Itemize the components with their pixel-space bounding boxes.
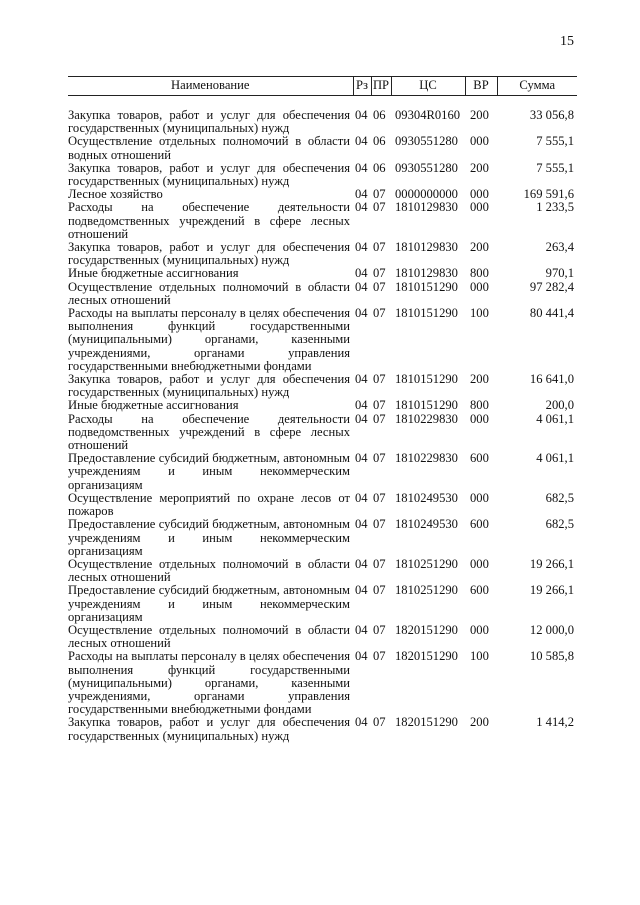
row-name: Осуществление отдельных полномочий в области лесных отношений — [68, 622, 350, 651]
row-vr: 000 — [470, 622, 489, 637]
header-name: Наименование — [68, 77, 353, 96]
row-cs: 1810151290 — [395, 306, 458, 321]
row-name: Осуществление мероприятий по охране лесов от пожаров — [68, 490, 350, 519]
row-sum: 19 266,1 — [529, 556, 574, 571]
row-rz: 04 — [355, 187, 368, 202]
row-name: Предоставление субсидий бюджетным, автономным учреждениям и иным некоммерческим организациям — [68, 583, 350, 624]
row-cs: 1820151290 — [395, 715, 458, 730]
row-cs: 1810151290 — [395, 372, 458, 387]
row-name: Предоставление субсидий бюджетным, автономным учреждениям и иным некоммерческим организациям — [68, 517, 350, 558]
row-vr: 100 — [470, 306, 489, 321]
row-pr: 07 — [373, 279, 386, 294]
row-vr: 000 — [470, 187, 489, 202]
row-pr: 07 — [373, 622, 386, 637]
row-pr: 07 — [373, 240, 386, 255]
row-pr: 07 — [373, 490, 386, 505]
row-sum: 10 585,8 — [529, 649, 574, 664]
row-vr: 200 — [470, 108, 489, 122]
header-rz: Рз — [353, 77, 371, 96]
row-pr: 07 — [373, 200, 386, 215]
row-cs: 1810251290 — [395, 556, 458, 571]
table-row — [68, 650, 577, 716]
row-vr: 800 — [470, 398, 489, 413]
row-rz: 04 — [355, 451, 368, 466]
row-pr: 06 — [373, 160, 386, 175]
row-vr: 800 — [470, 266, 489, 281]
row-rz: 04 — [355, 134, 368, 149]
table-row — [68, 558, 577, 584]
row-rz: 04 — [355, 517, 368, 532]
row-vr: 000 — [470, 411, 489, 426]
row-name: Расходы на выплаты персоналу в целях обеспечения выполнения функций государственными (муниципальными) органами, казенными учреждениями, органами управления государственными внебюджетными фондами — [68, 306, 350, 373]
row-name: Закупка товаров, работ и услуг для обеспечения государственных (муниципальных) нужд — [68, 240, 350, 268]
row-name: Осуществление отдельных полномочий в области лесных отношений — [68, 556, 350, 585]
row-sum: 200,0 — [545, 398, 574, 413]
row-cs: 1810249530 — [395, 490, 458, 505]
row-pr: 07 — [373, 411, 386, 426]
row-sum: 97 282,4 — [529, 279, 574, 294]
row-sum: 19 266,1 — [529, 583, 574, 598]
row-name: Иные бюджетные ассигнования — [68, 266, 239, 281]
row-rz: 04 — [355, 583, 368, 598]
row-pr: 07 — [373, 398, 386, 413]
row-cs: 1810249530 — [395, 517, 458, 532]
row-sum: 16 641,0 — [529, 372, 574, 387]
row-pr: 07 — [373, 517, 386, 532]
row-sum: 682,5 — [545, 517, 574, 532]
row-pr: 07 — [373, 266, 386, 281]
row-vr: 200 — [470, 240, 489, 255]
row-cs: 1810229830 — [395, 451, 458, 466]
header-cs: ЦС — [391, 77, 465, 96]
row-rz: 04 — [355, 266, 368, 281]
row-vr: 600 — [470, 517, 489, 532]
row-name: Закупка товаров, работ и услуг для обеспечения государственных (муниципальных) нужд — [68, 108, 350, 136]
row-pr: 07 — [373, 583, 386, 598]
row-cs: 1820151290 — [395, 649, 458, 664]
row-pr: 07 — [373, 372, 386, 387]
table-row — [68, 307, 577, 373]
row-rz: 04 — [355, 240, 368, 255]
row-sum: 12 000,0 — [529, 622, 574, 637]
row-cs: 1810151290 — [395, 279, 458, 294]
row-sum: 1 414,2 — [536, 715, 574, 730]
row-vr: 000 — [470, 200, 489, 215]
row-rz: 04 — [355, 200, 368, 215]
row-pr: 07 — [373, 715, 386, 730]
table-row — [68, 373, 577, 399]
row-name: Закупка товаров, работ и услуг для обеспечения государственных (муниципальных) нужд — [68, 160, 350, 189]
row-cs: 0000000000 — [395, 187, 458, 202]
row-sum: 7 555,1 — [536, 160, 574, 175]
row-cs: 1820151290 — [395, 622, 458, 637]
row-rz: 04 — [355, 398, 368, 413]
row-rz: 04 — [355, 372, 368, 387]
row-rz: 04 — [355, 715, 368, 730]
table-row — [68, 241, 577, 267]
table-row — [68, 399, 577, 412]
row-rz: 04 — [355, 556, 368, 571]
table-row — [68, 413, 577, 453]
header-pr: ПР — [371, 77, 391, 96]
row-sum: 169 591,6 — [523, 187, 574, 202]
row-vr: 100 — [470, 649, 489, 664]
row-cs: 0930551280 — [395, 160, 458, 175]
table-header-row — [68, 77, 577, 96]
table-row — [68, 96, 577, 136]
row-name: Иные бюджетные ассигнования — [68, 398, 239, 413]
row-pr: 07 — [373, 451, 386, 466]
row-name: Расходы на обеспечение деятельности подведомственных учреждений в сфере лесных отношений — [68, 200, 350, 241]
row-rz: 04 — [355, 160, 368, 175]
row-pr: 07 — [373, 556, 386, 571]
row-name: Закупка товаров, работ и услуг для обеспечения государственных (муниципальных) нужд — [68, 715, 350, 743]
row-cs: 1810129830 — [395, 240, 458, 255]
row-sum: 682,5 — [545, 490, 574, 505]
table-row — [68, 201, 577, 241]
row-vr: 000 — [470, 279, 489, 294]
row-sum: 4 061,1 — [536, 451, 574, 466]
table-row — [68, 281, 577, 307]
row-vr: 000 — [470, 490, 489, 505]
row-sum: 1 233,5 — [536, 200, 574, 215]
row-cs: 1810251290 — [395, 583, 458, 598]
row-pr: 07 — [373, 306, 386, 321]
row-pr: 07 — [373, 649, 386, 664]
table-row — [68, 135, 577, 161]
table-row — [68, 584, 577, 624]
row-cs: 0930551280 — [395, 134, 458, 149]
row-pr: 07 — [373, 187, 386, 202]
row-sum: 970,1 — [545, 266, 574, 281]
budget-table — [68, 76, 577, 743]
table-body — [68, 96, 577, 743]
table-row — [68, 452, 577, 492]
row-vr: 000 — [470, 556, 489, 571]
row-cs: 09304R0160 — [395, 108, 461, 122]
row-name: Осуществление отдельных полномочий в области лесных отношений — [68, 279, 350, 307]
row-cs: 1810151290 — [395, 398, 458, 413]
table-row — [68, 162, 577, 188]
row-name: Расходы на выплаты персоналу в целях обеспечения выполнения функций государственными (муниципальными) органами, казенными учреждениями, органами управления государственными внебюджетными фондами — [68, 649, 350, 717]
row-vr: 200 — [470, 160, 489, 175]
row-pr: 06 — [373, 108, 386, 122]
table-row — [68, 624, 577, 650]
row-sum: 7 555,1 — [536, 134, 574, 149]
row-rz: 04 — [355, 622, 368, 637]
row-vr: 600 — [470, 583, 489, 598]
row-sum: 80 441,4 — [529, 306, 574, 321]
row-vr: 000 — [470, 134, 489, 149]
header-vr: ВР — [465, 77, 497, 96]
header-sum: Сумма — [497, 77, 577, 96]
row-rz: 04 — [355, 279, 368, 294]
row-cs: 1810129830 — [395, 200, 458, 215]
row-cs: 1810229830 — [395, 411, 458, 426]
row-sum: 4 061,1 — [536, 411, 574, 426]
row-vr: 200 — [470, 372, 489, 387]
row-sum: 263,4 — [545, 240, 574, 255]
row-vr: 200 — [470, 715, 489, 730]
row-rz: 04 — [355, 306, 368, 321]
row-rz: 04 — [355, 108, 368, 122]
row-rz: 04 — [355, 411, 368, 426]
table-row — [68, 716, 577, 742]
row-vr: 600 — [470, 451, 489, 466]
row-name: Лесное хозяйство — [68, 187, 163, 202]
row-name: Осуществление отдельных полномочий в области водных отношений — [68, 134, 350, 162]
page-number: 15 — [560, 34, 574, 49]
table-row — [68, 267, 577, 280]
row-rz: 04 — [355, 649, 368, 664]
row-name: Закупка товаров, работ и услуг для обеспечения государственных (муниципальных) нужд — [68, 372, 350, 400]
row-sum: 33 056,8 — [529, 108, 574, 122]
table-row — [68, 492, 577, 518]
row-cs: 1810129830 — [395, 266, 458, 281]
row-name: Предоставление субсидий бюджетным, автономным учреждениям и иным некоммерческим организациям — [68, 451, 350, 492]
row-name: Расходы на обеспечение деятельности подведомственных учреждений в сфере лесных отношений — [68, 411, 350, 453]
row-rz: 04 — [355, 490, 368, 505]
row-pr: 06 — [373, 134, 386, 149]
table-row — [68, 518, 577, 558]
